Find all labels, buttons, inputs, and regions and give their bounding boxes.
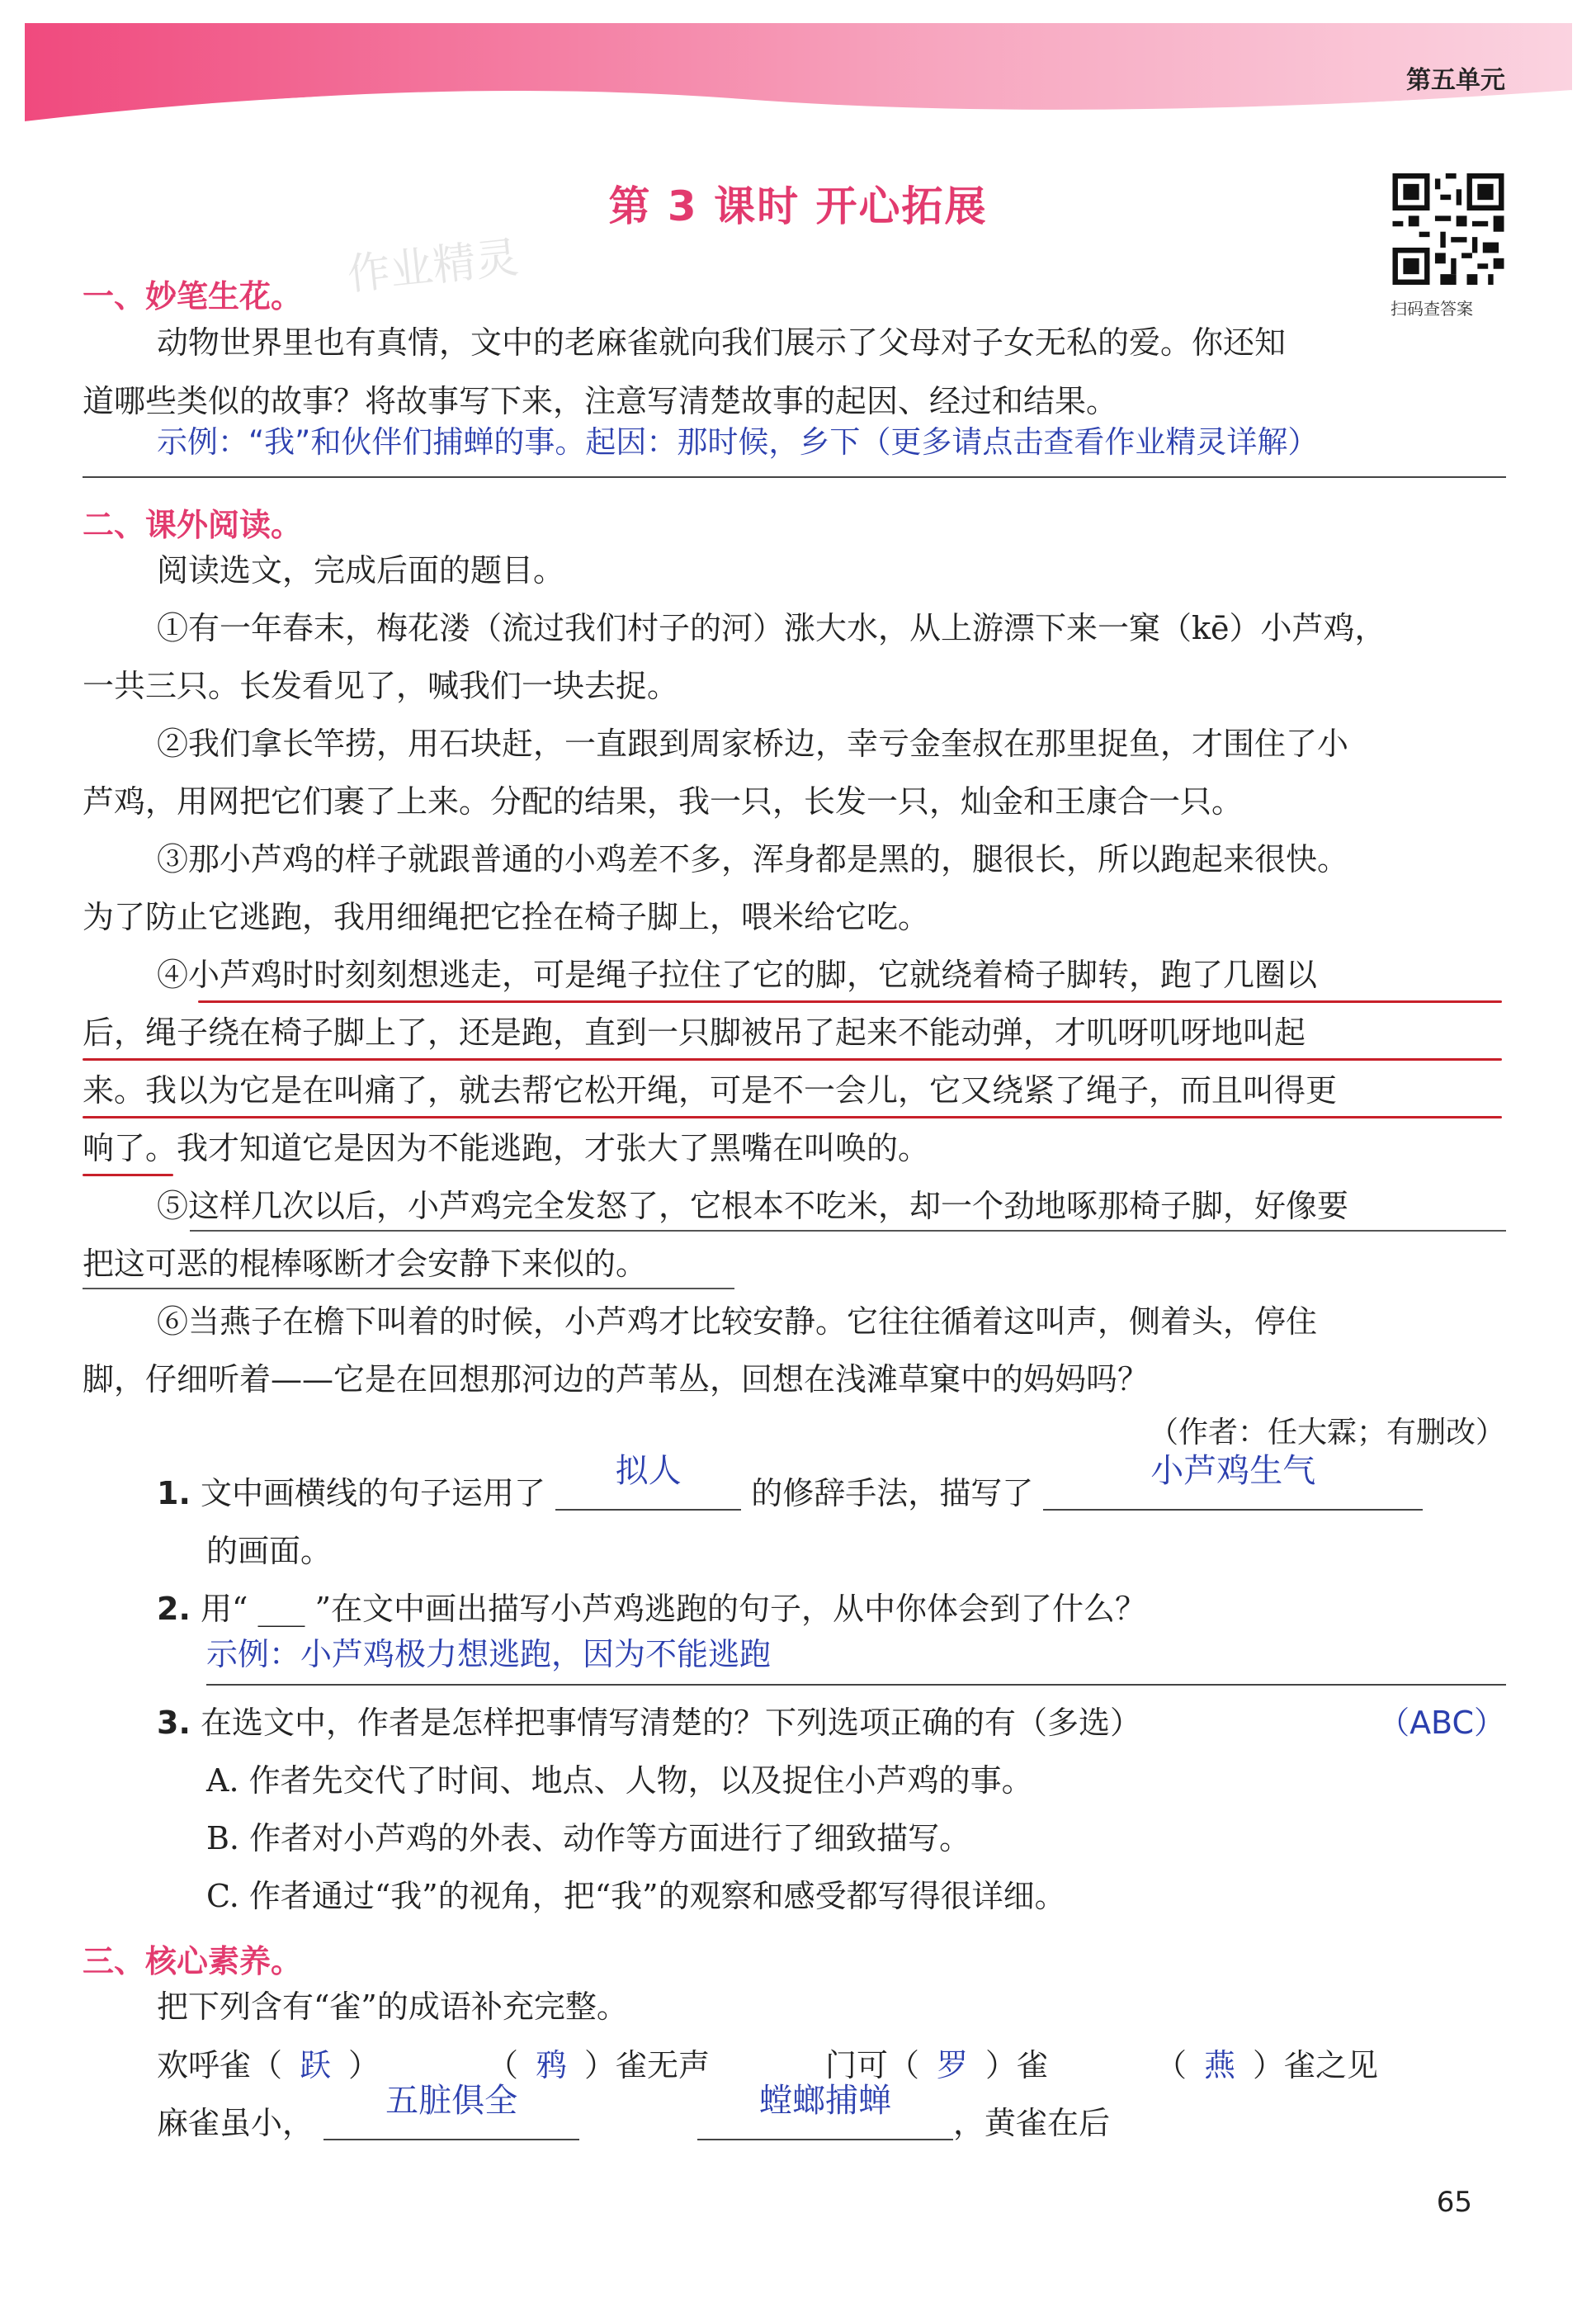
idiom-4-pre: （ <box>1155 2047 1188 2083</box>
p2-line-1: ②我们拿长竿捞，用石块赶，一直跟到周家桥边，幸亏金奎叔在那里捉鱼，才围住了小 <box>157 726 1349 762</box>
idiom-2 <box>487 2047 711 2083</box>
q1-text-a: 文中画横线的句子运用了 <box>200 1475 545 1511</box>
idiom-2-post: ）雀无声 <box>584 2047 711 2083</box>
p5-line-2: 把这可恶的棍棒啄断才会安静下来似的。 <box>83 1246 648 1282</box>
q2-answer-rule <box>206 1684 1506 1686</box>
page-number: 65 <box>1436 2186 1472 2219</box>
idiom-6-post: ，黄雀在后 <box>953 2105 1111 2141</box>
red-underline-2 <box>83 1058 1502 1061</box>
red-underline-3 <box>83 1116 1502 1118</box>
p1-line-1: ①有一年春末，梅花溇（流过我们村子的河）涨大水，从上游漂下来一窠（kē）小芦鸡， <box>157 610 1386 646</box>
idiom-1 <box>157 2047 380 2083</box>
idiom-6-blank[interactable] <box>697 2082 953 2140</box>
idiom-3-pre: 门可（ <box>825 2047 920 2083</box>
idiom-3 <box>825 2047 1049 2083</box>
q3-option-a: A. 作者先交代了时间、地点、人物，以及捉住小芦鸡的事。 <box>206 1762 1033 1799</box>
s1-answer: 示例：“我”和伙伴们捕蝉的事。起因：那时候，乡下（更多请点击查看作业精灵详解） <box>157 424 1319 460</box>
s2-intro: 阅读选文，完成后面的题目。 <box>157 552 565 589</box>
watermark: 作业精灵 <box>345 233 522 300</box>
idiom-1-post: ） <box>348 2047 380 2083</box>
q2-answer: 示例：小芦鸡极力想逃跑，因为不能逃跑 <box>206 1636 772 1672</box>
idiom-4-post: ）雀之见 <box>1253 2047 1379 2083</box>
p5-underline-2 <box>83 1288 734 1289</box>
q3-option-b: B. 作者对小芦鸡的外表、动作等方面进行了细致描写。 <box>206 1820 971 1856</box>
idiom-4-answer: 燕 <box>1204 2047 1236 2083</box>
q1-answer-2: 小芦鸡生气 <box>1150 1452 1316 1490</box>
idiom-6 <box>697 2082 1111 2141</box>
s1-line-2: 道哪些类似的故事？将故事写下来，注意写清楚故事的起因、经过和结果。 <box>83 383 1118 419</box>
idiom-6-answer: 螳螂捕蝉 <box>759 2082 891 2120</box>
question-3 <box>157 1705 1141 1741</box>
source-credit: （作者：任大霖；有删改） <box>1148 1416 1505 1449</box>
qr-code-icon[interactable] <box>1391 173 1506 285</box>
p3-line-1: ③那小芦鸡的样子就跟普通的小鸡差不多，浑身都是黑的，腿很长，所以跑起来很快。 <box>157 841 1349 877</box>
idiom-1-answer: 跃 <box>300 2047 332 2083</box>
q2-number: 2. <box>157 1591 191 1627</box>
q1-blank-1[interactable] <box>555 1452 741 1511</box>
red-underline-4 <box>83 1174 173 1176</box>
s1-answer-rule <box>83 476 1506 478</box>
section-2-heading: 二、课外阅读。 <box>83 507 303 543</box>
page-title: 第 3 课时 开心拓展 <box>608 182 988 230</box>
unit-label: 第五单元 <box>1406 66 1505 95</box>
p2-line-2: 芦鸡，用网把它们裹了上来。分配的结果，我一只，长发一只，灿金和王康合一只。 <box>83 783 1244 820</box>
header-banner <box>0 0 1596 132</box>
s1-line-1: 动物世界里也有真情，文中的老麻雀就向我们展示了父母对子女无私的爱。你还知 <box>157 324 1287 361</box>
idiom-3-answer: 罗 <box>937 2047 969 2083</box>
idiom-4 <box>1155 2047 1379 2083</box>
p4-line-1: ④小芦鸡时时刻刻想逃走，可是绳子拉住了它的脚，它就绕着椅子脚转，跑了几圈以 <box>157 957 1318 993</box>
p3-line-2: 为了防止它逃跑，我用细绳把它拴在椅子脚上，喂米给它吃。 <box>83 899 930 935</box>
q3-answer: （ABC） <box>1378 1705 1505 1741</box>
p6-line-1: ⑥当燕子在檐下叫着的时候，小芦鸡才比较安静。它往往循着这叫声，侧着头，停住 <box>157 1303 1318 1340</box>
question-1 <box>157 1452 1423 1511</box>
idiom-5 <box>157 2082 579 2141</box>
q1-text-c: 的画面。 <box>206 1533 333 1569</box>
qr-label: 扫码查答案 <box>1391 299 1473 319</box>
question-2 <box>157 1591 1146 1627</box>
idiom-5-blank[interactable] <box>323 2082 579 2140</box>
idiom-2-answer: 鸦 <box>536 2047 568 2083</box>
p1-line-2: 一共三只。长发看见了，喊我们一块去捉。 <box>83 668 679 704</box>
section-3-heading: 三、核心素养。 <box>83 1943 303 1979</box>
idiom-5-pre: 麻雀虽小， <box>157 2105 314 2141</box>
p5-line-1: ⑤这样几次以后，小芦鸡完全发怒了，它根本不吃米，却一个劲地啄那椅子脚，好像要 <box>157 1188 1349 1224</box>
q2-text: 用“ ___ ”在文中画出描写小芦鸡逃跑的句子，从中你体会到了什么？ <box>200 1591 1146 1627</box>
idiom-3-post: ）雀 <box>985 2047 1049 2083</box>
p4-line-4: 响了。我才知道它是因为不能逃跑，才张大了黑嘴在叫唤的。 <box>83 1130 930 1166</box>
q3-text: 在选文中，作者是怎样把事情写清楚的？下列选项正确的有（多选） <box>200 1705 1141 1741</box>
q3-number: 3. <box>157 1705 191 1741</box>
idiom-1-pre: 欢呼雀（ <box>157 2047 283 2083</box>
q1-number: 1. <box>157 1475 191 1511</box>
idiom-5-answer: 五脏俱全 <box>385 2082 518 2120</box>
p6-line-2: 脚，仔细听着——它是在回想那河边的芦苇丛，回想在浅滩草窠中的妈妈吗？ <box>83 1361 1150 1397</box>
red-underline-1 <box>198 1000 1502 1003</box>
p5-underline-1 <box>190 1230 1506 1232</box>
q3-option-c: C. 作者通过“我”的视角，把“我”的观察和感受都写得很详细。 <box>206 1878 1066 1914</box>
q1-answer-1: 拟人 <box>615 1452 682 1490</box>
s3-intro: 把下列含有“雀”的成语补充完整。 <box>157 1989 628 2025</box>
q1-text-b: 的修辞手法，描写了 <box>751 1475 1034 1511</box>
p4-line-2: 后，绳子绕在椅子脚上了，还是跑，直到一只脚被吊了起来不能动弹，才叽呀叽呀地叫起 <box>83 1014 1306 1051</box>
section-1-heading: 一、妙笔生花。 <box>83 278 303 314</box>
idiom-2-pre: （ <box>487 2047 519 2083</box>
q1-blank-2[interactable] <box>1043 1452 1423 1511</box>
p4-line-3: 来。我以为它是在叫痛了，就去帮它松开绳，可是不一会儿，它又绕紧了绳子，而且叫得更 <box>83 1072 1338 1109</box>
